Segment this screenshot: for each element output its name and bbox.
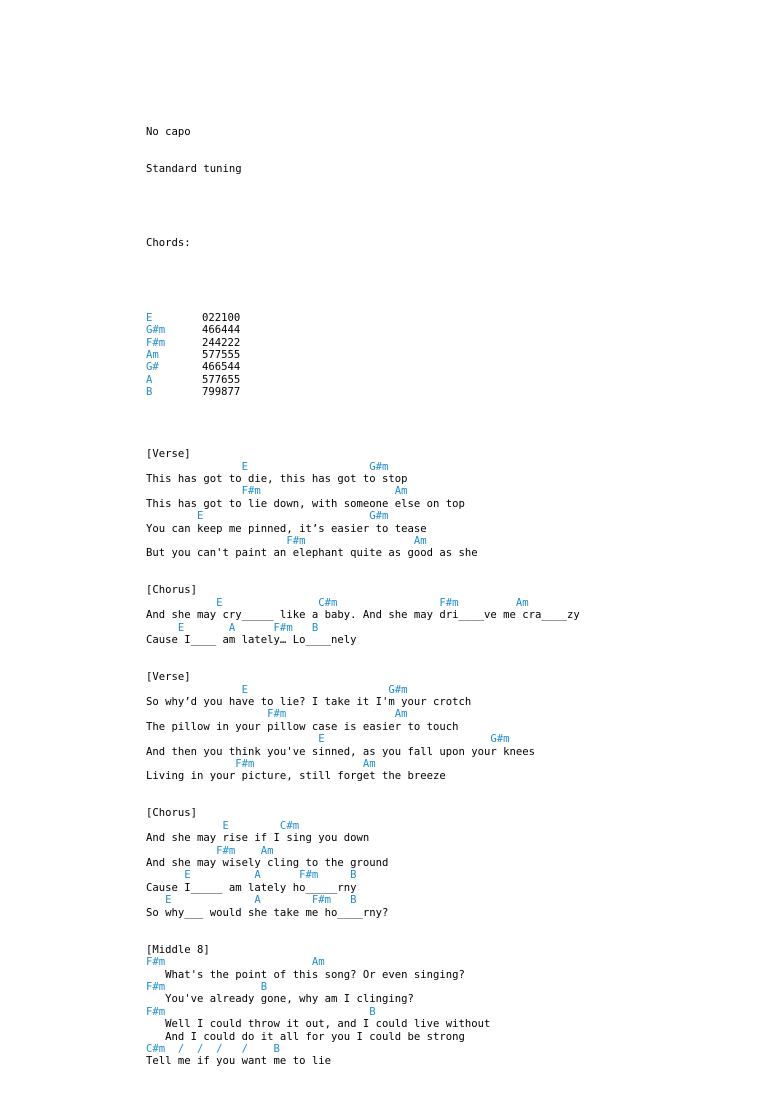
chord-line: F#m Am [146, 757, 376, 770]
chord-line: E G#m [146, 683, 408, 696]
section-tag: [Chorus] [146, 807, 198, 820]
chord-name: B [146, 386, 153, 399]
chord-frets: 244222 [202, 336, 241, 349]
spacer [146, 783, 580, 795]
lyric-line: Living in your picture, still forget the breeze [146, 770, 446, 783]
chord-line: E A F#m B [146, 894, 357, 907]
chords-heading: Chords: [146, 237, 191, 250]
section-tag: [Chorus] [146, 584, 198, 597]
chord-line: E C#m F#m Am [146, 596, 529, 609]
spacer [146, 795, 580, 807]
chord-line: F#m Am [146, 708, 408, 721]
lyric-line: And she may cry_____ like a baby. And she may dri____ve me cra____zy [146, 609, 580, 622]
chord-line: F#m Am [146, 956, 325, 969]
chord-chart-row [146, 386, 580, 398]
chord-chart-row [146, 374, 580, 386]
chord-chart-row [146, 361, 580, 373]
chord-chart [146, 312, 580, 399]
lyric-line: This has got to lie down, with someone else on top [146, 497, 465, 510]
chord-frets: 466444 [202, 324, 241, 337]
chord-line: F#m Am [146, 534, 427, 547]
chord-frets: 799877 [202, 386, 241, 399]
chord-chart-row [146, 324, 580, 336]
chord-name: G# [146, 361, 159, 374]
spacer [146, 646, 580, 658]
spacer [146, 560, 580, 572]
chord-line: E G#m [146, 510, 389, 523]
lyric-line: And she may rise if I sing you down [146, 832, 370, 845]
chord-line: F#m Am [146, 844, 274, 857]
lyric-line: And then you think you've sinned, as you fall upon your knees [146, 745, 536, 758]
chord-name: G#m [146, 324, 166, 337]
spacer [146, 275, 580, 287]
song-sections [146, 423, 580, 1067]
lyric-line: And I could do it all for you I could be strong [146, 1030, 465, 1043]
chord-line: E G#m [146, 733, 510, 746]
lyric-line: You've already gone, why am I clinging? [146, 993, 414, 1006]
lyric-line: Well I could throw it out, and I could live without [146, 1018, 491, 1031]
chord-line: F#m B [146, 980, 268, 993]
spacer [146, 919, 580, 931]
chord-chart-row [146, 337, 580, 349]
section-tag: [Middle 8] [146, 943, 210, 956]
chord-frets: 466544 [202, 361, 241, 374]
chord-name: Am [146, 349, 159, 361]
lyric-line: Cause I_____ am lately ho_____rny [146, 881, 357, 894]
spacer [146, 659, 580, 671]
lyric-line: So why___ would she take me ho____rny? [146, 906, 389, 919]
lyric-line: This has got to die, this has got to stop [146, 472, 408, 485]
chord-line: E A F#m B [146, 869, 357, 882]
chord-name: E [146, 311, 153, 324]
section-tag: [Verse] [146, 448, 191, 461]
chord-line: E A F#m B [146, 621, 319, 634]
chord-line: F#m Am [146, 485, 408, 498]
chord-sheet [146, 101, 580, 1093]
section-tag: [Verse] [146, 671, 191, 684]
chord-frets: 022100 [202, 311, 241, 324]
chord-name: F#m [146, 336, 166, 349]
lyric-line: So why’d you have to lie? I take it I'm your crotch [146, 695, 472, 708]
chord-frets: 577655 [202, 373, 241, 386]
spacer [146, 200, 580, 212]
chord-line: E G#m [146, 460, 389, 473]
spacer [146, 572, 580, 584]
lyric-line: You can keep me pinned, it’s easier to tease [146, 522, 427, 535]
capo-note: No capo [146, 125, 191, 138]
chord-line: F#m B [146, 1005, 376, 1018]
chord-frets: 577555 [202, 349, 241, 361]
lyric-line: What's the point of this song? Or even singing? [146, 968, 465, 981]
tuning-note: Standard tuning [146, 163, 242, 176]
chord-name: A [146, 373, 153, 386]
chord-line: E C#m [146, 819, 300, 832]
lyric-line: And she may wisely cling to the ground [146, 857, 389, 870]
spacer [146, 931, 580, 943]
lyric-line: Tell me if you want me to lie [146, 1055, 331, 1068]
chord-chart-row [146, 349, 580, 361]
lyric-line: But you can't paint an elephant quite as good as she [146, 547, 478, 560]
lyric-line: The pillow in your pillow case is easier to touch [146, 720, 459, 733]
spacer [146, 423, 580, 435]
spacer [146, 436, 580, 448]
lyric-line: Cause I____ am lately… Lo____nely [146, 634, 357, 647]
chord-line: C#m / / / / B [146, 1042, 280, 1055]
chord-chart-row [146, 312, 580, 324]
